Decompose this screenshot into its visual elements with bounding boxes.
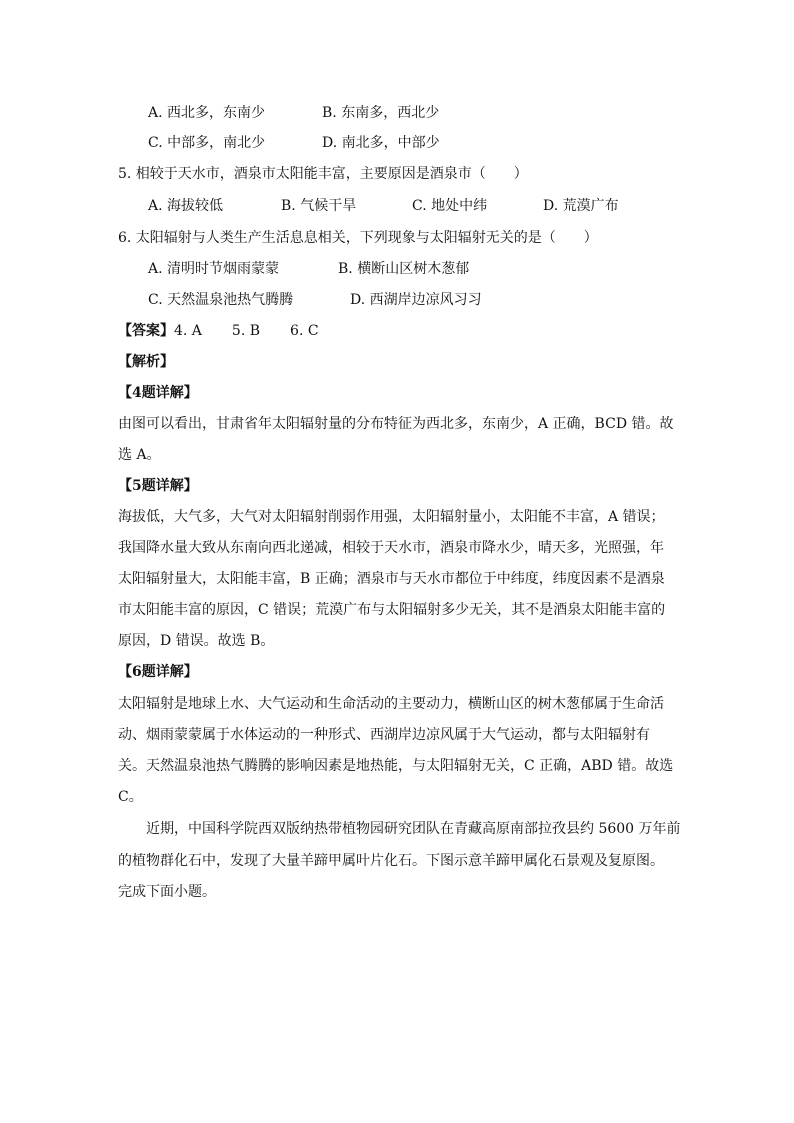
answer-line <box>118 321 319 341</box>
q6-detail-line: C。 <box>118 789 143 805</box>
analysis-label: 【解析】 <box>118 354 174 370</box>
q5-detail-label: 【5题详解】 <box>118 478 198 494</box>
q5-option-c: C. 地处中纬 <box>412 198 488 214</box>
q6-option-a: A. 清明时节烟雨蒙蒙 <box>148 261 280 277</box>
q5-detail-line: 太阳辐射量大，太阳能丰富，B 正确；酒泉市与天水市都位于中纬度，纬度因素不是酒泉 <box>118 571 665 587</box>
q4-option-d: D. 南北多，中部少 <box>322 135 440 151</box>
q6-detail-line: 太阳辐射是地球上水、大气运动和生命活动的主要动力，横断山区的树木葱郁属于生命活 <box>118 696 664 712</box>
q4-option-a: A. 西北多，东南少 <box>148 105 266 121</box>
q4-detail-line: 选 A。 <box>118 447 161 463</box>
q5-option-d: D. 荒漠广布 <box>543 198 619 214</box>
answer-item-6: 6. C <box>290 323 319 339</box>
q5-detail-line: 原因，D 错误。故选 B。 <box>118 633 275 649</box>
q5-detail-line: 我国降水量大致从东南向西北递减，相较于天水市，酒泉市降水少，晴天多，光照强，年 <box>118 540 664 556</box>
q5-stem: 5. 相较于天水市，酒泉市太阳能丰富，主要原因是酒泉市（ ） <box>118 166 528 182</box>
answer-item-5: 5. B <box>231 323 261 339</box>
q5-option-a: A. 海拔较低 <box>148 198 224 214</box>
q4-option-c: C. 中部多，南北少 <box>148 135 266 151</box>
answer-item-4: 4. A <box>174 323 202 339</box>
q5-option-b: B. 气候干旱 <box>281 198 357 214</box>
q6-stem: 6. 太阳辐射与人类生产生活息息相关，下列现象与太阳辐射无关的是（ ） <box>118 230 598 246</box>
q4-option-b: B. 东南多，西北少 <box>322 105 440 121</box>
q6-detail-label: 【6题详解】 <box>118 664 198 680</box>
q6-option-c: C. 天然温泉池热气腾腾 <box>148 292 294 308</box>
q6-option-d: D. 西湖岸边凉风习习 <box>350 292 482 308</box>
intro-line: 完成下面小题。 <box>118 884 216 900</box>
q6-option-b: B. 横断山区树木葱郁 <box>338 261 470 277</box>
q5-detail-line: 市太阳能丰富的原因，C 错误；荒漠广布与太阳辐射多少无关，其不是酒泉太阳能丰富的 <box>118 602 666 618</box>
intro-line: 的植物群化石中，发现了大量羊蹄甲属叶片化石。下图示意羊蹄甲属化石景观及复原图。 <box>118 853 664 869</box>
q6-detail-line: 动、烟雨蒙蒙属于水体运动的一种形式、西湖岸边凉风属于大气运动，都与太阳辐射有 <box>118 727 650 743</box>
q4-detail-line: 由图可以看出，甘肃省年太阳辐射量的分布特征为西北多，东南少，A 正确，BCD 错。故 <box>118 416 674 432</box>
q4-detail-label: 【4题详解】 <box>118 385 198 401</box>
intro-line: 近期，中国科学院西双版纳热带植物园研究团队在青藏高原南部拉孜县约 5600 万年前 <box>118 821 681 837</box>
answer-label: 【答案】 <box>118 323 174 339</box>
q5-detail-line: 海拔低，大气多，大气对太阳辐射削弱作用强，太阳辐射量小，太阳能不丰富，A 错误； <box>118 509 665 525</box>
q6-detail-line: 关。天然温泉池热气腾腾的影响因素是地热能，与太阳辐射无关，C 正确，ABD 错。故选 <box>118 758 674 774</box>
